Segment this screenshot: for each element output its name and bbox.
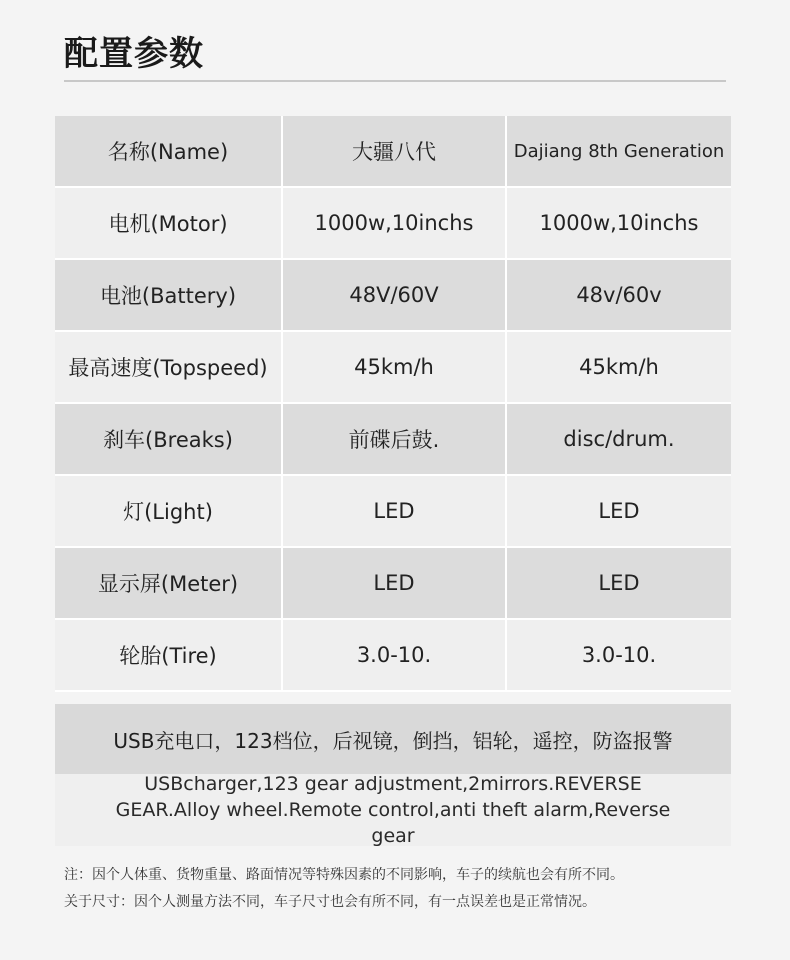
spec-label: 灯(Light) bbox=[55, 475, 282, 547]
spec-row-topspeed bbox=[55, 331, 731, 403]
footnote-range: 注：因个人体重、货物重量、路面情况等特殊因素的不同影响，车子的续航也会有所不同。 bbox=[64, 867, 624, 883]
spec-value-en: disc/drum. bbox=[506, 403, 731, 475]
features-chinese: USB充电口，123档位，后视镜，倒挡，铝轮，遥控，防盗报警 bbox=[55, 704, 731, 774]
spec-value-en: 1000w,10inchs bbox=[506, 187, 731, 259]
spec-value-en: 3.0-10. bbox=[506, 619, 731, 691]
spec-value-en: LED bbox=[506, 547, 731, 619]
spec-row-battery bbox=[55, 259, 731, 331]
spec-value-en: 48v/60v bbox=[506, 259, 731, 331]
spec-value-en: 45km/h bbox=[506, 331, 731, 403]
spec-table bbox=[55, 116, 731, 692]
spec-row-name bbox=[55, 116, 731, 187]
page-title: 配置参数 bbox=[64, 34, 204, 74]
spec-row-light bbox=[55, 475, 731, 547]
spec-value-cn: 45km/h bbox=[282, 331, 506, 403]
spec-label: 刹车(Breaks) bbox=[55, 403, 282, 475]
spec-row-motor bbox=[55, 187, 731, 259]
features-english bbox=[55, 774, 731, 846]
spec-label: 名称(Name) bbox=[55, 116, 282, 187]
spec-label: 轮胎(Tire) bbox=[55, 619, 282, 691]
footnotes bbox=[64, 862, 764, 916]
spec-value-cn: 前碟后鼓. bbox=[282, 403, 506, 475]
spec-value-cn: 大疆八代 bbox=[282, 116, 506, 187]
spec-label: 显示屏(Meter) bbox=[55, 547, 282, 619]
spec-row-meter bbox=[55, 547, 731, 619]
spec-value-en: LED bbox=[506, 475, 731, 547]
spec-value-cn: 48V/60V bbox=[282, 259, 506, 331]
footnote-size: 关于尺寸：因个人测量方法不同，车子尺寸也会有所不同，有一点误差也是正常情况。 bbox=[64, 894, 596, 910]
features-english-text: USBcharger,123 gear adjustment,2mirrors.REVERSE GEAR.Alloy wheel.Remote control,anti theft alarm,Reverse gear bbox=[115, 773, 671, 847]
spec-value-en: Dajiang 8th Generation bbox=[506, 116, 731, 187]
spec-value-cn: 1000w,10inchs bbox=[282, 187, 506, 259]
spec-label: 最高速度(Topspeed) bbox=[55, 331, 282, 403]
spec-value-cn: LED bbox=[282, 475, 506, 547]
spec-value-cn: LED bbox=[282, 547, 506, 619]
title-divider bbox=[64, 80, 726, 82]
spec-value-cn: 3.0-10. bbox=[282, 619, 506, 691]
spec-label: 电池(Battery) bbox=[55, 259, 282, 331]
spec-label: 电机(Motor) bbox=[55, 187, 282, 259]
spec-row-brakes bbox=[55, 403, 731, 475]
spec-row-tire bbox=[55, 619, 731, 691]
